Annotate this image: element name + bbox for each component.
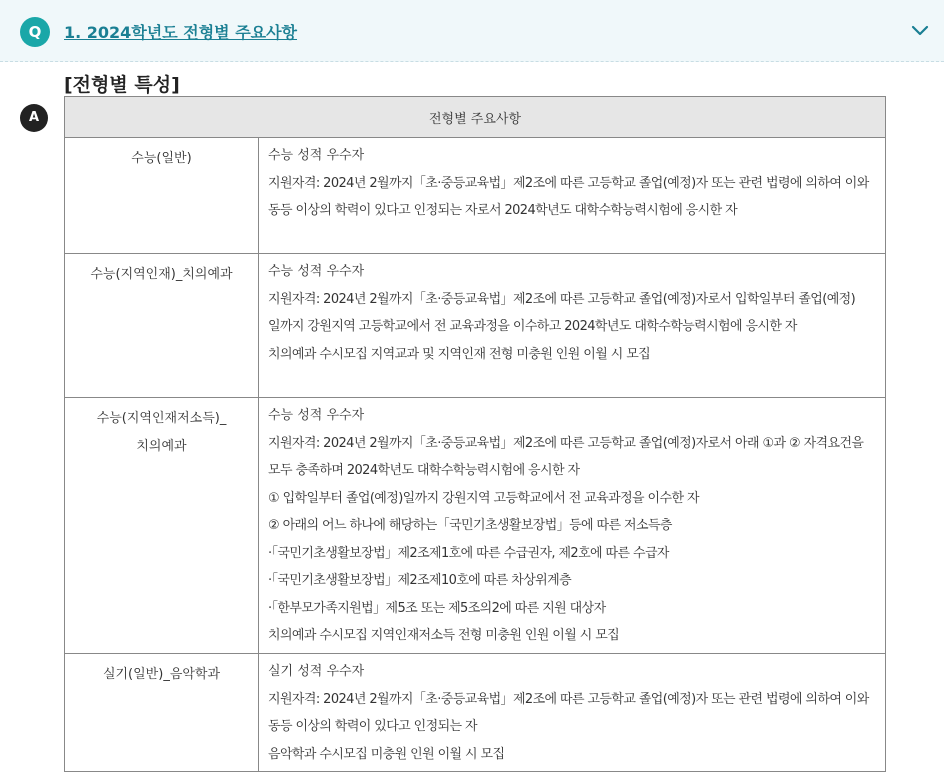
- admission-description: [259, 398, 886, 654]
- description-line: 치의예과 수시모집 지역인재저소득 전형 미충원 인원 이월 시 모집: [268, 628, 620, 643]
- description-line: ② 아래의 어느 하나에 해당하는「국민기초생활보장법」등에 따른 저소득층: [268, 518, 672, 533]
- description-line: 수능 성적 우수자: [268, 264, 365, 279]
- admission-type: 실기(일반)_음악학과: [65, 654, 259, 772]
- question-title-link[interactable]: 1. 2024학년도 전형별 주요사항: [64, 23, 298, 42]
- description-line: 치의예과 수시모집 지역교과 및 지역인재 전형 미충원 인원 이월 시 모집: [268, 346, 651, 362]
- table-header: 전형별 주요사항: [65, 97, 886, 138]
- description-line: 실기 성적 우수자: [268, 664, 365, 679]
- table-row: [65, 654, 886, 772]
- description-line: 지원자격: 2024년 2월까지「초·중등교육법」제2조에 따른 고등학교 졸업(예정)자 또는 관련 법령에 의하여 이와 동등 이상의 학력이 있다고 인정되는 자: [268, 691, 869, 734]
- admission-type: 수능(일반): [65, 138, 259, 254]
- description-line: 음악학과 수시모집 미충원 인원 이월 시 모집: [268, 746, 505, 762]
- table-row: [65, 398, 886, 654]
- admission-description: [259, 138, 886, 254]
- table-row: [65, 138, 886, 254]
- admission-type: [65, 398, 259, 654]
- admission-description: [259, 254, 886, 398]
- table-header-row: [65, 97, 886, 138]
- admission-type-line: 치의예과: [136, 439, 187, 454]
- table-row: [65, 254, 886, 398]
- description-line: 수능 성적 우수자: [268, 148, 365, 163]
- description-line: ·「한부모가족지원법」제5조 또는 제5조의2에 따른 지원 대상자: [268, 600, 606, 616]
- question-badge: Q: [20, 17, 50, 47]
- admission-type-line: 수능(지역인재저소득)_: [96, 411, 227, 426]
- description-line: 지원자격: 2024년 2월까지「초·중등교육법」제2조에 따른 고등학교 졸업(예정)자 또는 관련 법령에 의하여 이와 동등 이상의 학력이 있다고 인정되는 자로서 2024학년도 대학수학능력시험에 응시한 자: [268, 175, 869, 218]
- description-line: 지원자격: 2024년 2월까지「초·중등교육법」제2조에 따른 고등학교 졸업(예정)자로서 입학일부터 졸업(예정)일까지 강원지역 고등학교에서 전 교육과정을 이수하고 2024학년도 대학수학능력시험에 응시한 자: [268, 291, 856, 334]
- faq-question-header[interactable]: [0, 0, 944, 62]
- description-line: 수능 성적 우수자: [268, 408, 365, 423]
- answer-badge: A: [20, 104, 48, 132]
- description-line: ·「국민기초생활보장법」제2조제1호에 따른 수급권자, 제2호에 따른 수급자: [268, 545, 669, 561]
- admission-description: [259, 654, 886, 772]
- description-line: 지원자격: 2024년 2월까지「초·중등교육법」제2조에 따른 고등학교 졸업(예정)자로서 아래 ①과 ② 자격요건을 모두 충족하며 2024학년도 대학수학능력시험에 응시한 자: [268, 435, 864, 478]
- admission-type: 수능(지역인재)_치의예과: [65, 254, 259, 398]
- description-line: ① 입학일부터 졸업(예정)일까지 강원지역 고등학교에서 전 교육과정을 이수한 자: [268, 490, 699, 506]
- admission-type-table: [64, 96, 886, 772]
- description-line: ·「국민기초생활보장법」제2조제10호에 따른 차상위계층: [268, 573, 572, 588]
- section-title: [전형별 특성]: [64, 74, 180, 96]
- chevron-down-icon[interactable]: [911, 22, 929, 40]
